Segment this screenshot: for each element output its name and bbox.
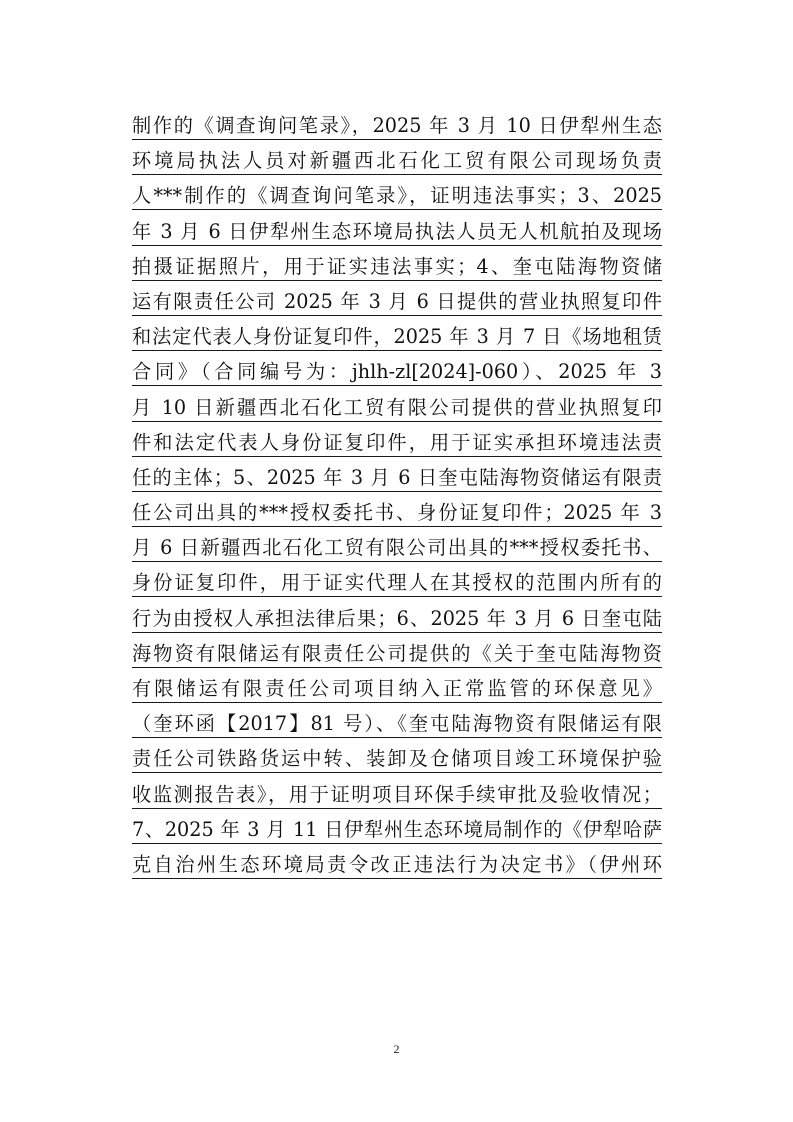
text-line-20: 收监测报告表》，用于证明项目环保手续审批及验收情况； bbox=[132, 777, 662, 812]
text-line-11: 任的主体；5、2025 年 3 月 6 日奎屯陆海物资储运有限责 bbox=[132, 460, 662, 495]
text-line-3: 人***制作的《调查询问笔录》，证明违法事实；3、2025 bbox=[132, 178, 662, 213]
text-line-7: 和法定代表人身份证复印件，2025 年 3 月 7 日《场地租赁 bbox=[132, 319, 662, 354]
text-line-14: 身份证复印件，用于证实代理人在其授权的范围内所有的 bbox=[132, 565, 662, 600]
text-line-4: 年 3 月 6 日伊犁州生态环境局执法人员无人机航拍及现场 bbox=[132, 214, 662, 249]
text-line-22: 克自治州生态环境局责令改正违法行为决定书》（伊州环 bbox=[132, 847, 662, 882]
text-line-5: 拍摄证据照片，用于证实违法事实；4、奎屯陆海物资储 bbox=[132, 249, 662, 284]
page-number: 2 bbox=[393, 1042, 400, 1056]
text-line-15: 行为由授权人承担法律后果；6、2025 年 3 月 6 日奎屯陆 bbox=[132, 601, 662, 636]
text-line-9: 月 10 日新疆西北石化工贸有限公司提供的营业执照复印 bbox=[132, 390, 662, 425]
body-text bbox=[132, 108, 662, 882]
text-line-1: 制作的《调查询问笔录》，2025 年 3 月 10 日伊犁州生态 bbox=[132, 108, 662, 143]
text-line-6: 运有限责任公司 2025 年 3 月 6 日提供的营业执照复印件 bbox=[132, 284, 662, 319]
text-line-16: 海物资有限储运有限责任公司提供的《关于奎屯陆海物资 bbox=[132, 636, 662, 671]
text-line-12: 任公司出具的***授权委托书、身份证复印件；2025 年 3 bbox=[132, 495, 662, 530]
text-line-10: 件和法定代表人身份证复印件，用于证实承担环境违法责 bbox=[132, 425, 662, 460]
text-line-17: 有限储运有限责任公司项目纳入正常监管的环保意见》 bbox=[132, 671, 662, 706]
text-line-2: 环境局执法人员对新疆西北石化工贸有限公司现场负责 bbox=[132, 143, 662, 178]
text-line-18: （奎环函【2017】81 号）、《奎屯陆海物资有限储运有限 bbox=[132, 706, 662, 741]
text-line-21: 7、2025 年 3 月 11 日伊犁州生态环境局制作的《伊犁哈萨 bbox=[132, 812, 662, 847]
text-line-8: 合同》（合同编号为：jhlh-zl[2024]-060）、2025 年 3 bbox=[132, 354, 662, 389]
text-line-13: 月 6 日新疆西北石化工贸有限公司出具的***授权委托书、 bbox=[132, 530, 662, 565]
text-line-19: 责任公司铁路货运中转、装卸及仓储项目竣工环境保护验 bbox=[132, 741, 662, 776]
